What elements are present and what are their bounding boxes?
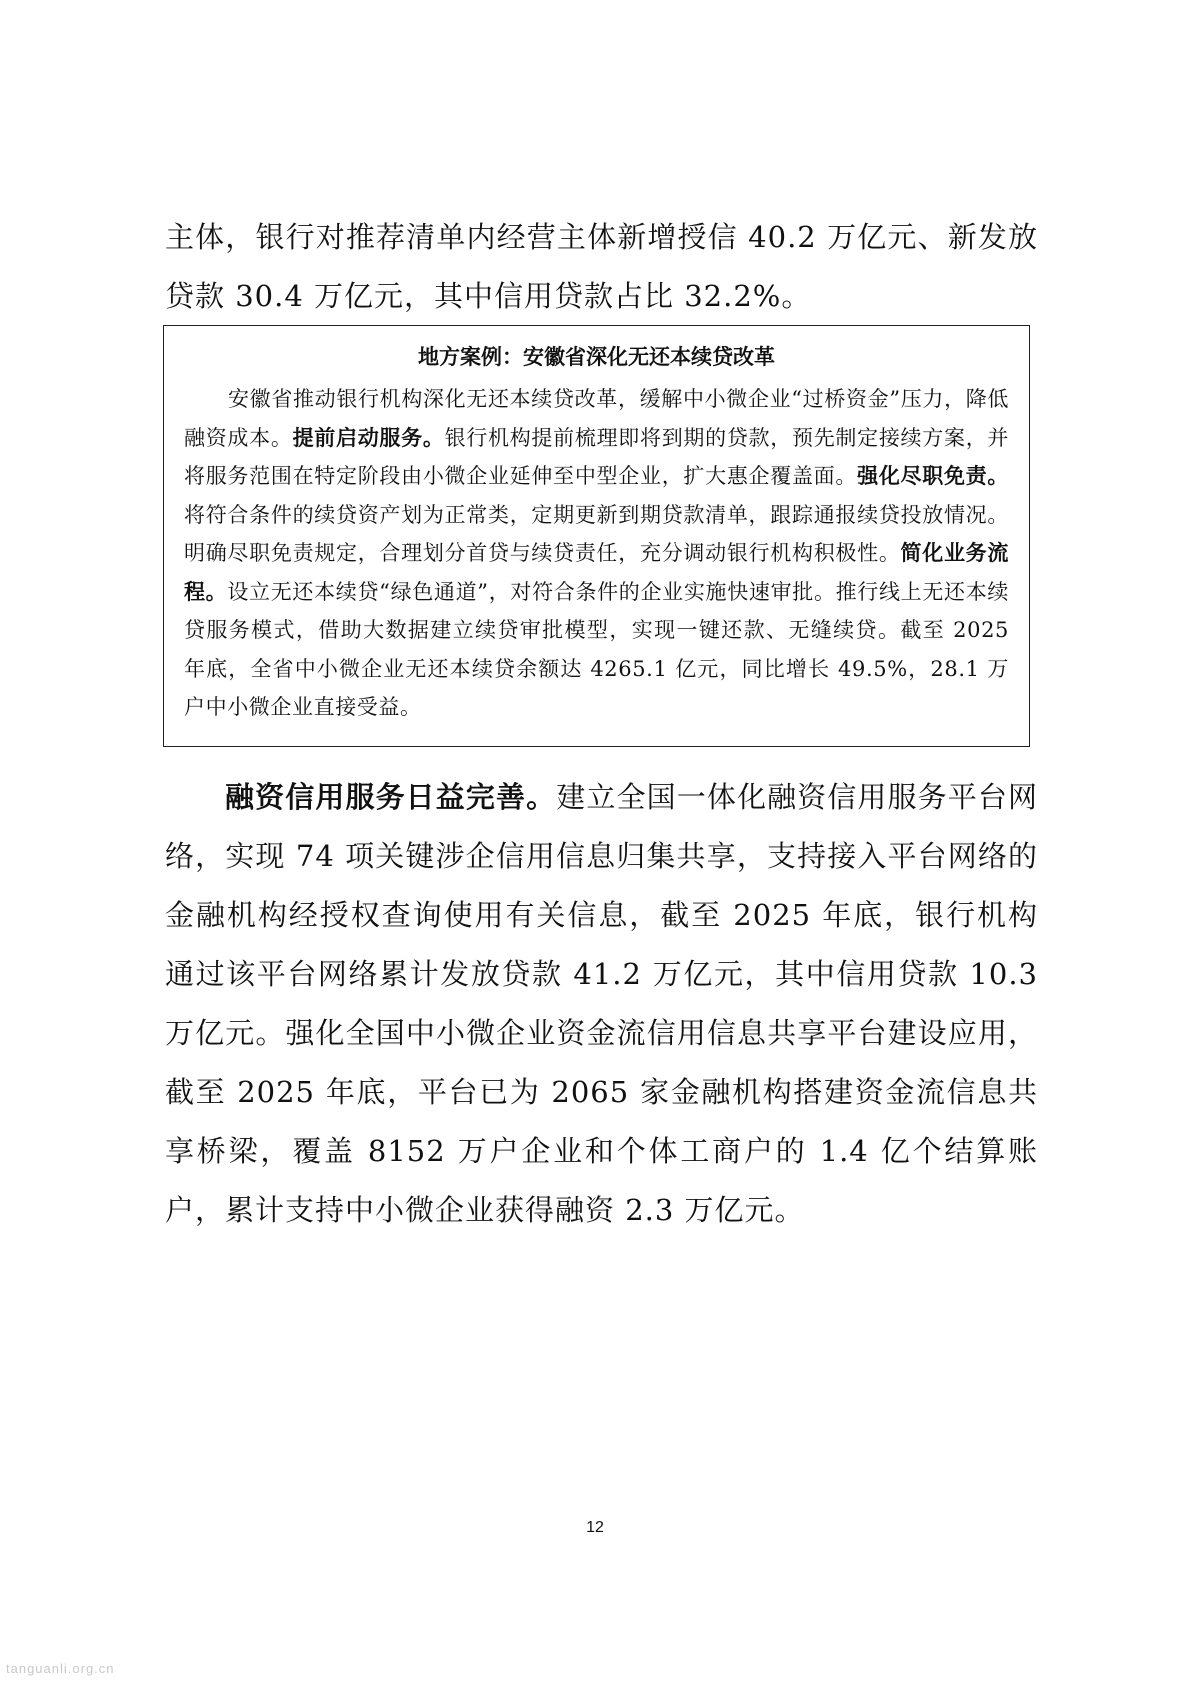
case-text-due-diligence: 将符合条件的续贷资产划为正常类，定期更新到期贷款清单，跟踪通报续贷投放情况。明确尽职免责规定，合理划分首贷与续贷责任，充分调动银行机构积极性。 — [184, 502, 1009, 565]
case-heading-advance-service: 提前启动服务。 — [292, 425, 445, 450]
intro-paragraph — [165, 208, 1038, 326]
case-heading-simplify-process: 简化业务流程。 — [184, 541, 1010, 604]
credit-service-paragraph — [165, 768, 1038, 1240]
case-text-advance-service: 银行机构提前梳理即将到期的贷款，预先制定接续方案，并将服务范围在特定阶段由小微企业延伸至中型企业，扩大惠企覆盖面。 — [184, 425, 1010, 488]
credit-service-text: 建立全国一体化融资信用服务平台网络，实现 74 项关键涉企信用信息归集共享，支持接入平台网络的金融机构经授权查询使用有关信息，截至 2025 年底，银行机构通过该平台网络累计发放贷款 41.2 万亿元，其中信用贷款 10.3 万亿元。强化全国中小微企业资金流信用信息共享平台建设应用，截至 2025 年底，平台已为 2065 家金融机构搭建资金流信息共享桥梁，覆盖 8152 万户企业和个体工商户的 1.4 亿个结算账户，累计支持中小微企业获得融资 2.3 万亿元。 — [165, 780, 1038, 1227]
case-title: 地方案例：安徽省深化无还本续贷改革 — [418, 345, 775, 369]
watermark: tanguanli.org.cn — [6, 1661, 115, 1676]
intro-paragraph-text: 主体，银行对推荐清单内经营主体新增授信 40.2 万亿元、新发放贷款 30.4 万亿元，其中信用贷款占比 32.2%。 — [165, 220, 1038, 313]
case-text-simplify-process: 设立无还本续贷“绿色通道”，对符合条件的企业实施快速审批。推行线上无还本续贷服务模式，借助大数据建立续贷审批模型，实现一键还款、无缝续贷。截至 2025 年底，全省中小微企业无还本续贷余额达 4265.1 亿元，同比增长 49.5%，28.1 万户中小微企业直接受益。 — [184, 579, 1010, 719]
case-text-intro: 安徽省推动银行机构深化无还本续贷改革，缓解中小微企业“过桥资金”压力，降低融资成本。 — [184, 387, 1009, 450]
page-number: 12 — [586, 1519, 604, 1536]
case-heading-due-diligence: 强化尽职免责。 — [857, 464, 1009, 488]
local-case-box — [163, 325, 1030, 747]
case-body — [184, 380, 1009, 727]
credit-service-heading: 融资信用服务日益完善。 — [225, 780, 557, 814]
